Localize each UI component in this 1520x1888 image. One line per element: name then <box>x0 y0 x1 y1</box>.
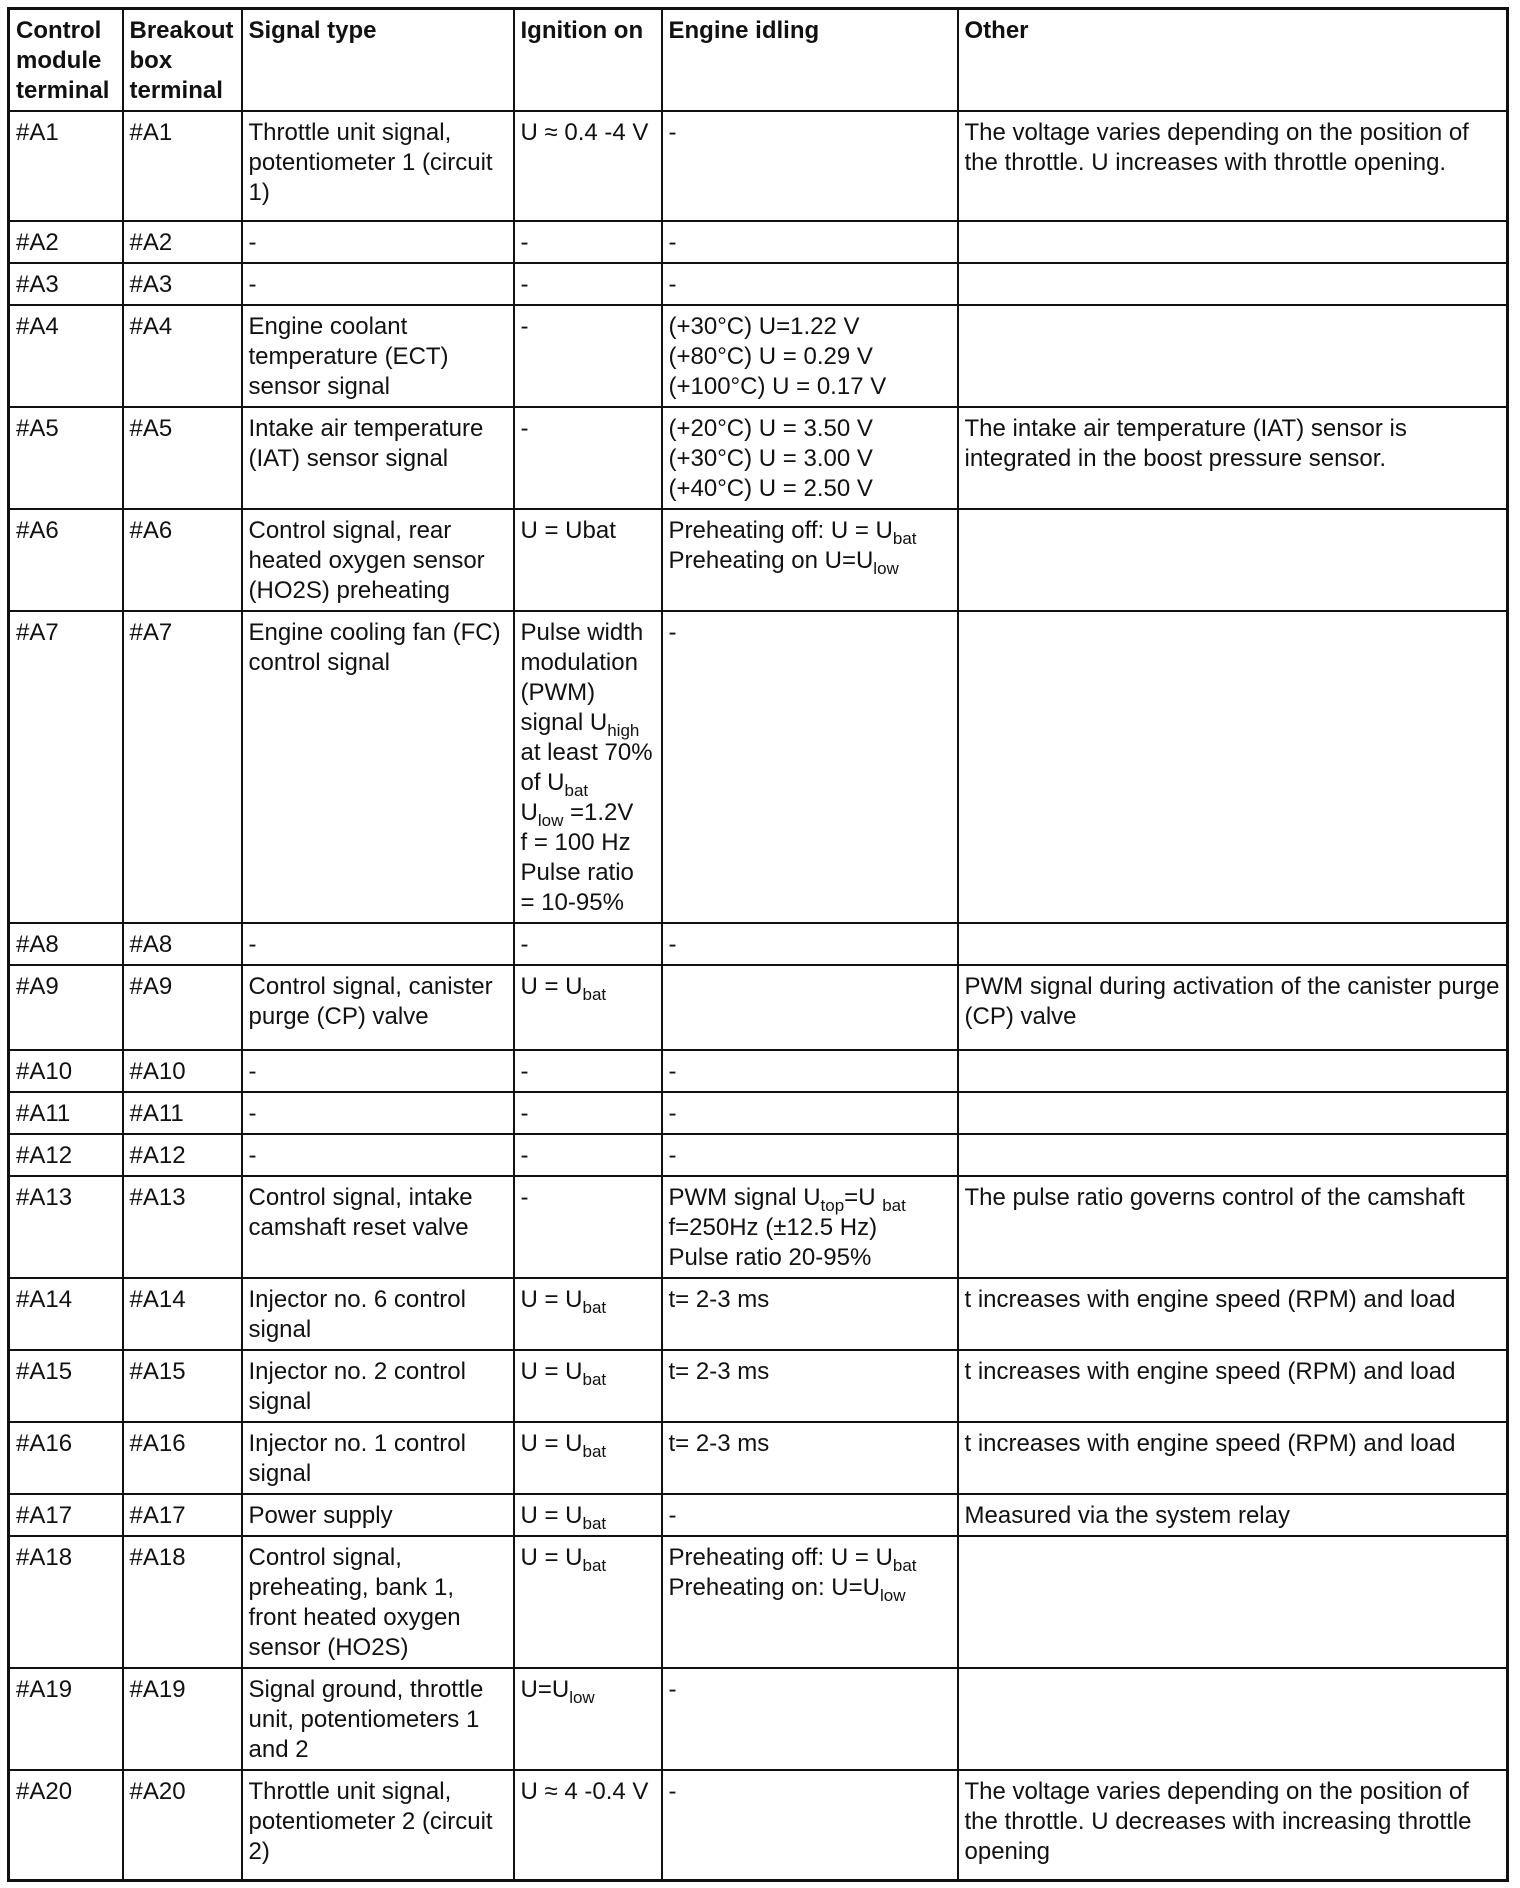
cell-engine-idling-line <box>669 1357 951 1387</box>
cell-control-module-terminal: #A13 <box>9 1176 123 1278</box>
cell-ignition-on <box>514 1770 662 1880</box>
cell-signal-type: - <box>242 1092 514 1134</box>
value-text: U ≈ 4 -0.4 V <box>520 1778 649 1805</box>
value-text: - <box>668 1100 677 1127</box>
cell-ignition-on-line <box>521 1099 655 1129</box>
cell-breakout-box-terminal: #A15 <box>123 1350 242 1422</box>
cell-ignition-on-line <box>521 828 655 858</box>
cell-signal-type: Control signal, intake camshaft reset valve <box>242 1176 514 1278</box>
value-text: - <box>668 1676 677 1703</box>
cell-other: The voltage varies depending on the position of the throttle. U increases with throttle opening. <box>958 111 1508 221</box>
table-row <box>9 1494 1508 1536</box>
value-text: f = 100 Hz <box>520 829 631 856</box>
cell-signal-type: Signal ground, throttle unit, potentiometers 1 and 2 <box>242 1668 514 1770</box>
cell-breakout-box-terminal: #A6 <box>123 509 242 611</box>
value-subscript: bat <box>564 781 589 800</box>
value-text: Preheating off: U = U <box>668 1544 893 1571</box>
value-text: at least 70% of U <box>520 709 660 796</box>
cell-signal-type: Injector no. 1 control signal <box>242 1422 514 1494</box>
cell-signal-type: - <box>242 1050 514 1092</box>
cell-ignition-on-line <box>521 1183 655 1213</box>
value-text: U = U <box>520 1544 583 1571</box>
value-text: t= 2-3 ms <box>668 1358 770 1385</box>
value-text: - <box>520 931 529 958</box>
cell-signal-type: Control signal, rear heated oxygen sensor (HO2S) preheating <box>242 509 514 611</box>
value-text: PWM signal U <box>668 1184 821 1211</box>
cell-engine-idling-line <box>669 618 951 648</box>
cell-signal-type: Throttle unit signal, potentiometer 2 (circuit 2) <box>242 1770 514 1880</box>
terminal-table-page <box>7 7 1506 1882</box>
cell-other: The voltage varies depending on the position of the throttle. U decreases with increasing throttle opening <box>958 1770 1508 1880</box>
cell-engine-idling <box>662 1278 958 1350</box>
cell-ignition-on <box>514 1422 662 1494</box>
cell-engine-idling-line <box>669 312 951 342</box>
cell-ignition-on-line <box>521 270 655 300</box>
cell-control-module-terminal: #A6 <box>9 509 123 611</box>
value-text: - <box>668 1778 677 1805</box>
cell-other: The intake air temperature (IAT) sensor is integrated in the boost pressure sensor. <box>958 407 1508 509</box>
cell-engine-idling-line <box>669 1543 951 1573</box>
cell-ignition-on-line <box>521 516 655 546</box>
cell-breakout-box-terminal: #A17 <box>123 1494 242 1536</box>
cell-breakout-box-terminal: #A2 <box>123 221 242 263</box>
cell-breakout-box-terminal: #A10 <box>123 1050 242 1092</box>
cell-ignition-on-line <box>521 118 655 148</box>
value-text: U ≈ 0.4 -4 V <box>520 119 649 146</box>
cell-ignition-on <box>514 611 662 923</box>
cell-engine-idling-line <box>669 1573 951 1603</box>
value-text: - <box>668 1142 677 1169</box>
table-row <box>9 1668 1508 1770</box>
cell-signal-type: - <box>242 923 514 965</box>
table-row <box>9 965 1508 1050</box>
cell-signal-type: Power supply <box>242 1494 514 1536</box>
cell-other <box>958 509 1508 611</box>
value-text: - <box>520 271 529 298</box>
cell-control-module-terminal: #A10 <box>9 1050 123 1092</box>
cell-other <box>958 1050 1508 1092</box>
cell-breakout-box-terminal: #A13 <box>123 1176 242 1278</box>
header-signal-type: Signal type <box>242 9 514 112</box>
cell-other <box>958 305 1508 407</box>
cell-control-module-terminal: #A2 <box>9 221 123 263</box>
cell-control-module-terminal: #A15 <box>9 1350 123 1422</box>
table-row <box>9 263 1508 305</box>
cell-ignition-on-line <box>521 858 655 918</box>
cell-other: PWM signal during activation of the canister purge (CP) valve <box>958 965 1508 1050</box>
value-subscript: bat <box>582 1556 607 1575</box>
table-row <box>9 1536 1508 1668</box>
value-text: Pulse ratio 20-95% <box>668 1244 872 1271</box>
value-subscript: low <box>569 1688 595 1707</box>
value-text: U = U <box>520 1430 583 1457</box>
cell-engine-idling-line <box>669 1141 951 1171</box>
value-text: - <box>520 229 529 256</box>
value-text: (+30°C) U=1.22 V <box>668 313 860 340</box>
cell-ignition-on-line <box>521 1357 655 1387</box>
cell-ignition-on-line <box>521 414 655 444</box>
cell-control-module-terminal: #A14 <box>9 1278 123 1350</box>
value-text: f=250Hz (±12.5 Hz) <box>668 1214 878 1241</box>
cell-engine-idling <box>662 1050 958 1092</box>
value-text: (+80°C) U = 0.29 V <box>668 343 873 370</box>
cell-ignition-on <box>514 263 662 305</box>
cell-ignition-on <box>514 407 662 509</box>
value-text: U = U <box>520 1286 583 1313</box>
table-row <box>9 611 1508 923</box>
cell-engine-idling <box>662 221 958 263</box>
table-row <box>9 407 1508 509</box>
value-text: =U <box>844 1184 883 1211</box>
cell-breakout-box-terminal: #A7 <box>123 611 242 923</box>
cell-ignition-on <box>514 305 662 407</box>
cell-control-module-terminal: #A8 <box>9 923 123 965</box>
value-text: - <box>668 931 677 958</box>
cell-engine-idling-line <box>669 1243 951 1273</box>
cell-ignition-on <box>514 1176 662 1278</box>
cell-ignition-on-line <box>521 1285 655 1315</box>
cell-other <box>958 1134 1508 1176</box>
cell-breakout-box-terminal: #A18 <box>123 1536 242 1668</box>
cell-engine-idling-line <box>669 1099 951 1129</box>
cell-ignition-on-line <box>521 930 655 960</box>
cell-signal-type: Engine coolant temperature (ECT) sensor signal <box>242 305 514 407</box>
cell-other: t increases with engine speed (RPM) and load <box>958 1278 1508 1350</box>
value-subscript: bat <box>892 529 917 548</box>
header-other: Other <box>958 9 1508 112</box>
cell-engine-idling <box>662 1422 958 1494</box>
terminal-signal-table <box>7 7 1509 1882</box>
value-subscript: bat <box>582 1442 607 1461</box>
value-text: Preheating on: U=U <box>668 1574 880 1601</box>
value-subscript: bat <box>582 1370 607 1389</box>
cell-engine-idling-line <box>669 270 951 300</box>
value-subscript: low <box>537 811 564 830</box>
cell-other: t increases with engine speed (RPM) and load <box>958 1422 1508 1494</box>
cell-engine-idling <box>662 111 958 221</box>
cell-engine-idling <box>662 1668 958 1770</box>
cell-ignition-on-line <box>521 1429 655 1459</box>
cell-breakout-box-terminal: #A8 <box>123 923 242 965</box>
cell-breakout-box-terminal: #A11 <box>123 1092 242 1134</box>
value-text: =1.2V <box>563 799 634 826</box>
cell-ignition-on <box>514 1350 662 1422</box>
cell-signal-type: Throttle unit signal, potentiometer 1 (circuit 1) <box>242 111 514 221</box>
table-row <box>9 1050 1508 1092</box>
value-subscript: bat <box>892 1556 917 1575</box>
cell-signal-type: - <box>242 1134 514 1176</box>
cell-breakout-box-terminal: #A4 <box>123 305 242 407</box>
cell-signal-type: Injector no. 6 control signal <box>242 1278 514 1350</box>
cell-engine-idling-line <box>669 930 951 960</box>
value-text: - <box>520 1100 529 1127</box>
cell-ignition-on <box>514 1494 662 1536</box>
cell-signal-type: - <box>242 263 514 305</box>
cell-control-module-terminal: #A12 <box>9 1134 123 1176</box>
cell-engine-idling <box>662 1176 958 1278</box>
value-subscript: bat <box>582 1298 607 1317</box>
cell-engine-idling <box>662 1350 958 1422</box>
value-subscript: low <box>879 1586 906 1605</box>
cell-signal-type: Intake air temperature (IAT) sensor signal <box>242 407 514 509</box>
cell-engine-idling-line <box>669 1675 951 1705</box>
cell-control-module-terminal: #A20 <box>9 1770 123 1880</box>
cell-ignition-on <box>514 1536 662 1668</box>
cell-engine-idling <box>662 1770 958 1880</box>
cell-engine-idling-line <box>669 1285 951 1315</box>
cell-engine-idling-line <box>669 228 951 258</box>
value-text: (+20°C) U = 3.50 V <box>668 415 873 442</box>
cell-engine-idling <box>662 509 958 611</box>
cell-engine-idling-line <box>669 414 951 444</box>
cell-control-module-terminal: #A5 <box>9 407 123 509</box>
cell-other <box>958 611 1508 923</box>
cell-ignition-on-line <box>521 1777 655 1807</box>
cell-engine-idling <box>662 611 958 923</box>
value-text: (+100°C) U = 0.17 V <box>668 373 887 400</box>
cell-control-module-terminal: #A11 <box>9 1092 123 1134</box>
value-text: - <box>668 229 677 256</box>
cell-engine-idling-line <box>669 342 951 372</box>
value-text: - <box>520 1058 529 1085</box>
header-engine-idling: Engine idling <box>662 9 958 112</box>
table-row <box>9 923 1508 965</box>
value-text: t= 2-3 ms <box>668 1286 770 1313</box>
cell-control-module-terminal: #A16 <box>9 1422 123 1494</box>
cell-engine-idling-line <box>669 516 951 546</box>
cell-ignition-on-line <box>521 1057 655 1087</box>
cell-ignition-on-line <box>521 312 655 342</box>
cell-engine-idling-line <box>669 118 951 148</box>
table-row <box>9 1770 1508 1880</box>
cell-engine-idling-line <box>669 1429 951 1459</box>
value-text: - <box>668 1058 677 1085</box>
cell-control-module-terminal: #A9 <box>9 965 123 1050</box>
cell-ignition-on-line <box>520 618 660 800</box>
cell-engine-idling <box>662 263 958 305</box>
value-text: U = Ubat <box>520 517 616 544</box>
value-text: (+40°C) U = 2.50 V <box>668 475 873 502</box>
cell-engine-idling-line <box>669 1213 951 1243</box>
cell-control-module-terminal: #A19 <box>9 1668 123 1770</box>
cell-breakout-box-terminal: #A16 <box>123 1422 242 1494</box>
cell-engine-idling-line <box>669 1501 951 1531</box>
cell-signal-type: - <box>242 221 514 263</box>
value-text: - <box>668 619 677 646</box>
cell-engine-idling-line <box>669 474 951 504</box>
cell-signal-type: Engine cooling fan (FC) control signal <box>242 611 514 923</box>
value-text: - <box>668 1502 677 1529</box>
cell-ignition-on-line <box>521 1501 655 1531</box>
cell-ignition-on-line <box>521 798 655 828</box>
value-subscript: bat <box>882 1196 906 1215</box>
cell-control-module-terminal: #A18 <box>9 1536 123 1668</box>
value-subscript: low <box>873 559 899 578</box>
value-text: (+30°C) U = 3.00 V <box>668 445 873 472</box>
cell-ignition-on <box>514 1050 662 1092</box>
cell-ignition-on <box>514 221 662 263</box>
cell-ignition-on-line <box>521 1141 655 1171</box>
value-text: U = U <box>520 973 583 1000</box>
cell-ignition-on <box>514 1278 662 1350</box>
cell-breakout-box-terminal: #A20 <box>123 1770 242 1880</box>
cell-ignition-on-line <box>521 1675 655 1705</box>
cell-breakout-box-terminal: #A12 <box>123 1134 242 1176</box>
cell-ignition-on <box>514 1092 662 1134</box>
header-control-module-terminal: Control module terminal <box>9 9 123 112</box>
cell-engine-idling-line <box>669 546 951 576</box>
cell-breakout-box-terminal: #A19 <box>123 1668 242 1770</box>
cell-breakout-box-terminal: #A3 <box>123 263 242 305</box>
cell-other <box>958 1668 1508 1770</box>
cell-engine-idling <box>662 1494 958 1536</box>
cell-control-module-terminal: #A3 <box>9 263 123 305</box>
header-breakout-box-terminal: Breakout box terminal <box>123 9 242 112</box>
cell-engine-idling-line <box>669 1057 951 1087</box>
value-text: - <box>668 119 677 146</box>
value-text: - <box>520 1142 529 1169</box>
value-text: Preheating off: U = U <box>668 517 893 544</box>
table-row <box>9 1422 1508 1494</box>
value-text: - <box>520 415 529 442</box>
header-row <box>9 9 1508 112</box>
cell-breakout-box-terminal: #A1 <box>123 111 242 221</box>
cell-other: The pulse ratio governs control of the camshaft <box>958 1176 1508 1278</box>
cell-engine-idling-line <box>669 1777 951 1807</box>
cell-ignition-on <box>514 923 662 965</box>
cell-breakout-box-terminal: #A14 <box>123 1278 242 1350</box>
cell-ignition-on <box>514 965 662 1050</box>
cell-signal-type: Control signal, preheating, bank 1, front heated oxygen sensor (HO2S) <box>242 1536 514 1668</box>
cell-other <box>958 1092 1508 1134</box>
cell-other: t increases with engine speed (RPM) and load <box>958 1350 1508 1422</box>
cell-control-module-terminal: #A17 <box>9 1494 123 1536</box>
cell-engine-idling-line <box>669 1183 951 1213</box>
table-row <box>9 111 1508 221</box>
cell-engine-idling <box>662 1536 958 1668</box>
cell-other <box>958 263 1508 305</box>
table-row <box>9 1278 1508 1350</box>
cell-other <box>958 221 1508 263</box>
cell-breakout-box-terminal: #A9 <box>123 965 242 1050</box>
table-row <box>9 1092 1508 1134</box>
value-text: U <box>520 799 538 826</box>
cell-engine-idling-line <box>669 444 951 474</box>
value-text: Pulse width modulation (PWM) signal U <box>520 619 650 736</box>
table-row <box>9 1350 1508 1422</box>
table-row <box>9 221 1508 263</box>
cell-other <box>958 923 1508 965</box>
value-text: U = U <box>520 1358 583 1385</box>
cell-other <box>958 1536 1508 1668</box>
value-text: - <box>520 1184 529 1211</box>
value-text: - <box>520 313 529 340</box>
cell-engine-idling <box>662 407 958 509</box>
table-row <box>9 509 1508 611</box>
cell-signal-type: Control signal, canister purge (CP) valve <box>242 965 514 1050</box>
cell-control-module-terminal: #A7 <box>9 611 123 923</box>
cell-ignition-on <box>514 1134 662 1176</box>
value-subscript: top <box>820 1196 845 1215</box>
cell-engine-idling-line <box>669 372 951 402</box>
value-text: U=U <box>520 1676 570 1703</box>
table-row <box>9 1134 1508 1176</box>
value-subscript: high <box>607 721 640 740</box>
cell-ignition-on-line <box>521 972 655 1002</box>
cell-control-module-terminal: #A4 <box>9 305 123 407</box>
cell-other: Measured via the system relay <box>958 1494 1508 1536</box>
value-text: Pulse ratio = 10-95% <box>520 859 641 916</box>
cell-ignition-on <box>514 111 662 221</box>
value-text: - <box>668 271 677 298</box>
value-subscript: bat <box>582 985 607 1004</box>
cell-engine-idling <box>662 305 958 407</box>
header-ignition-on: Ignition on <box>514 9 662 112</box>
value-text: U = U <box>520 1502 583 1529</box>
value-text: Preheating on U=U <box>668 547 874 574</box>
cell-ignition-on-line <box>521 1543 655 1573</box>
cell-engine-idling <box>662 1092 958 1134</box>
cell-breakout-box-terminal: #A5 <box>123 407 242 509</box>
cell-ignition-on <box>514 1668 662 1770</box>
value-subscript: bat <box>582 1514 607 1533</box>
table-row <box>9 305 1508 407</box>
cell-control-module-terminal: #A1 <box>9 111 123 221</box>
cell-signal-type: Injector no. 2 control signal <box>242 1350 514 1422</box>
value-text: t= 2-3 ms <box>668 1430 770 1457</box>
cell-ignition-on-line <box>521 228 655 258</box>
cell-engine-idling <box>662 1134 958 1176</box>
cell-ignition-on <box>514 509 662 611</box>
cell-engine-idling <box>662 923 958 965</box>
cell-engine-idling <box>662 965 958 1050</box>
table-row <box>9 1176 1508 1278</box>
